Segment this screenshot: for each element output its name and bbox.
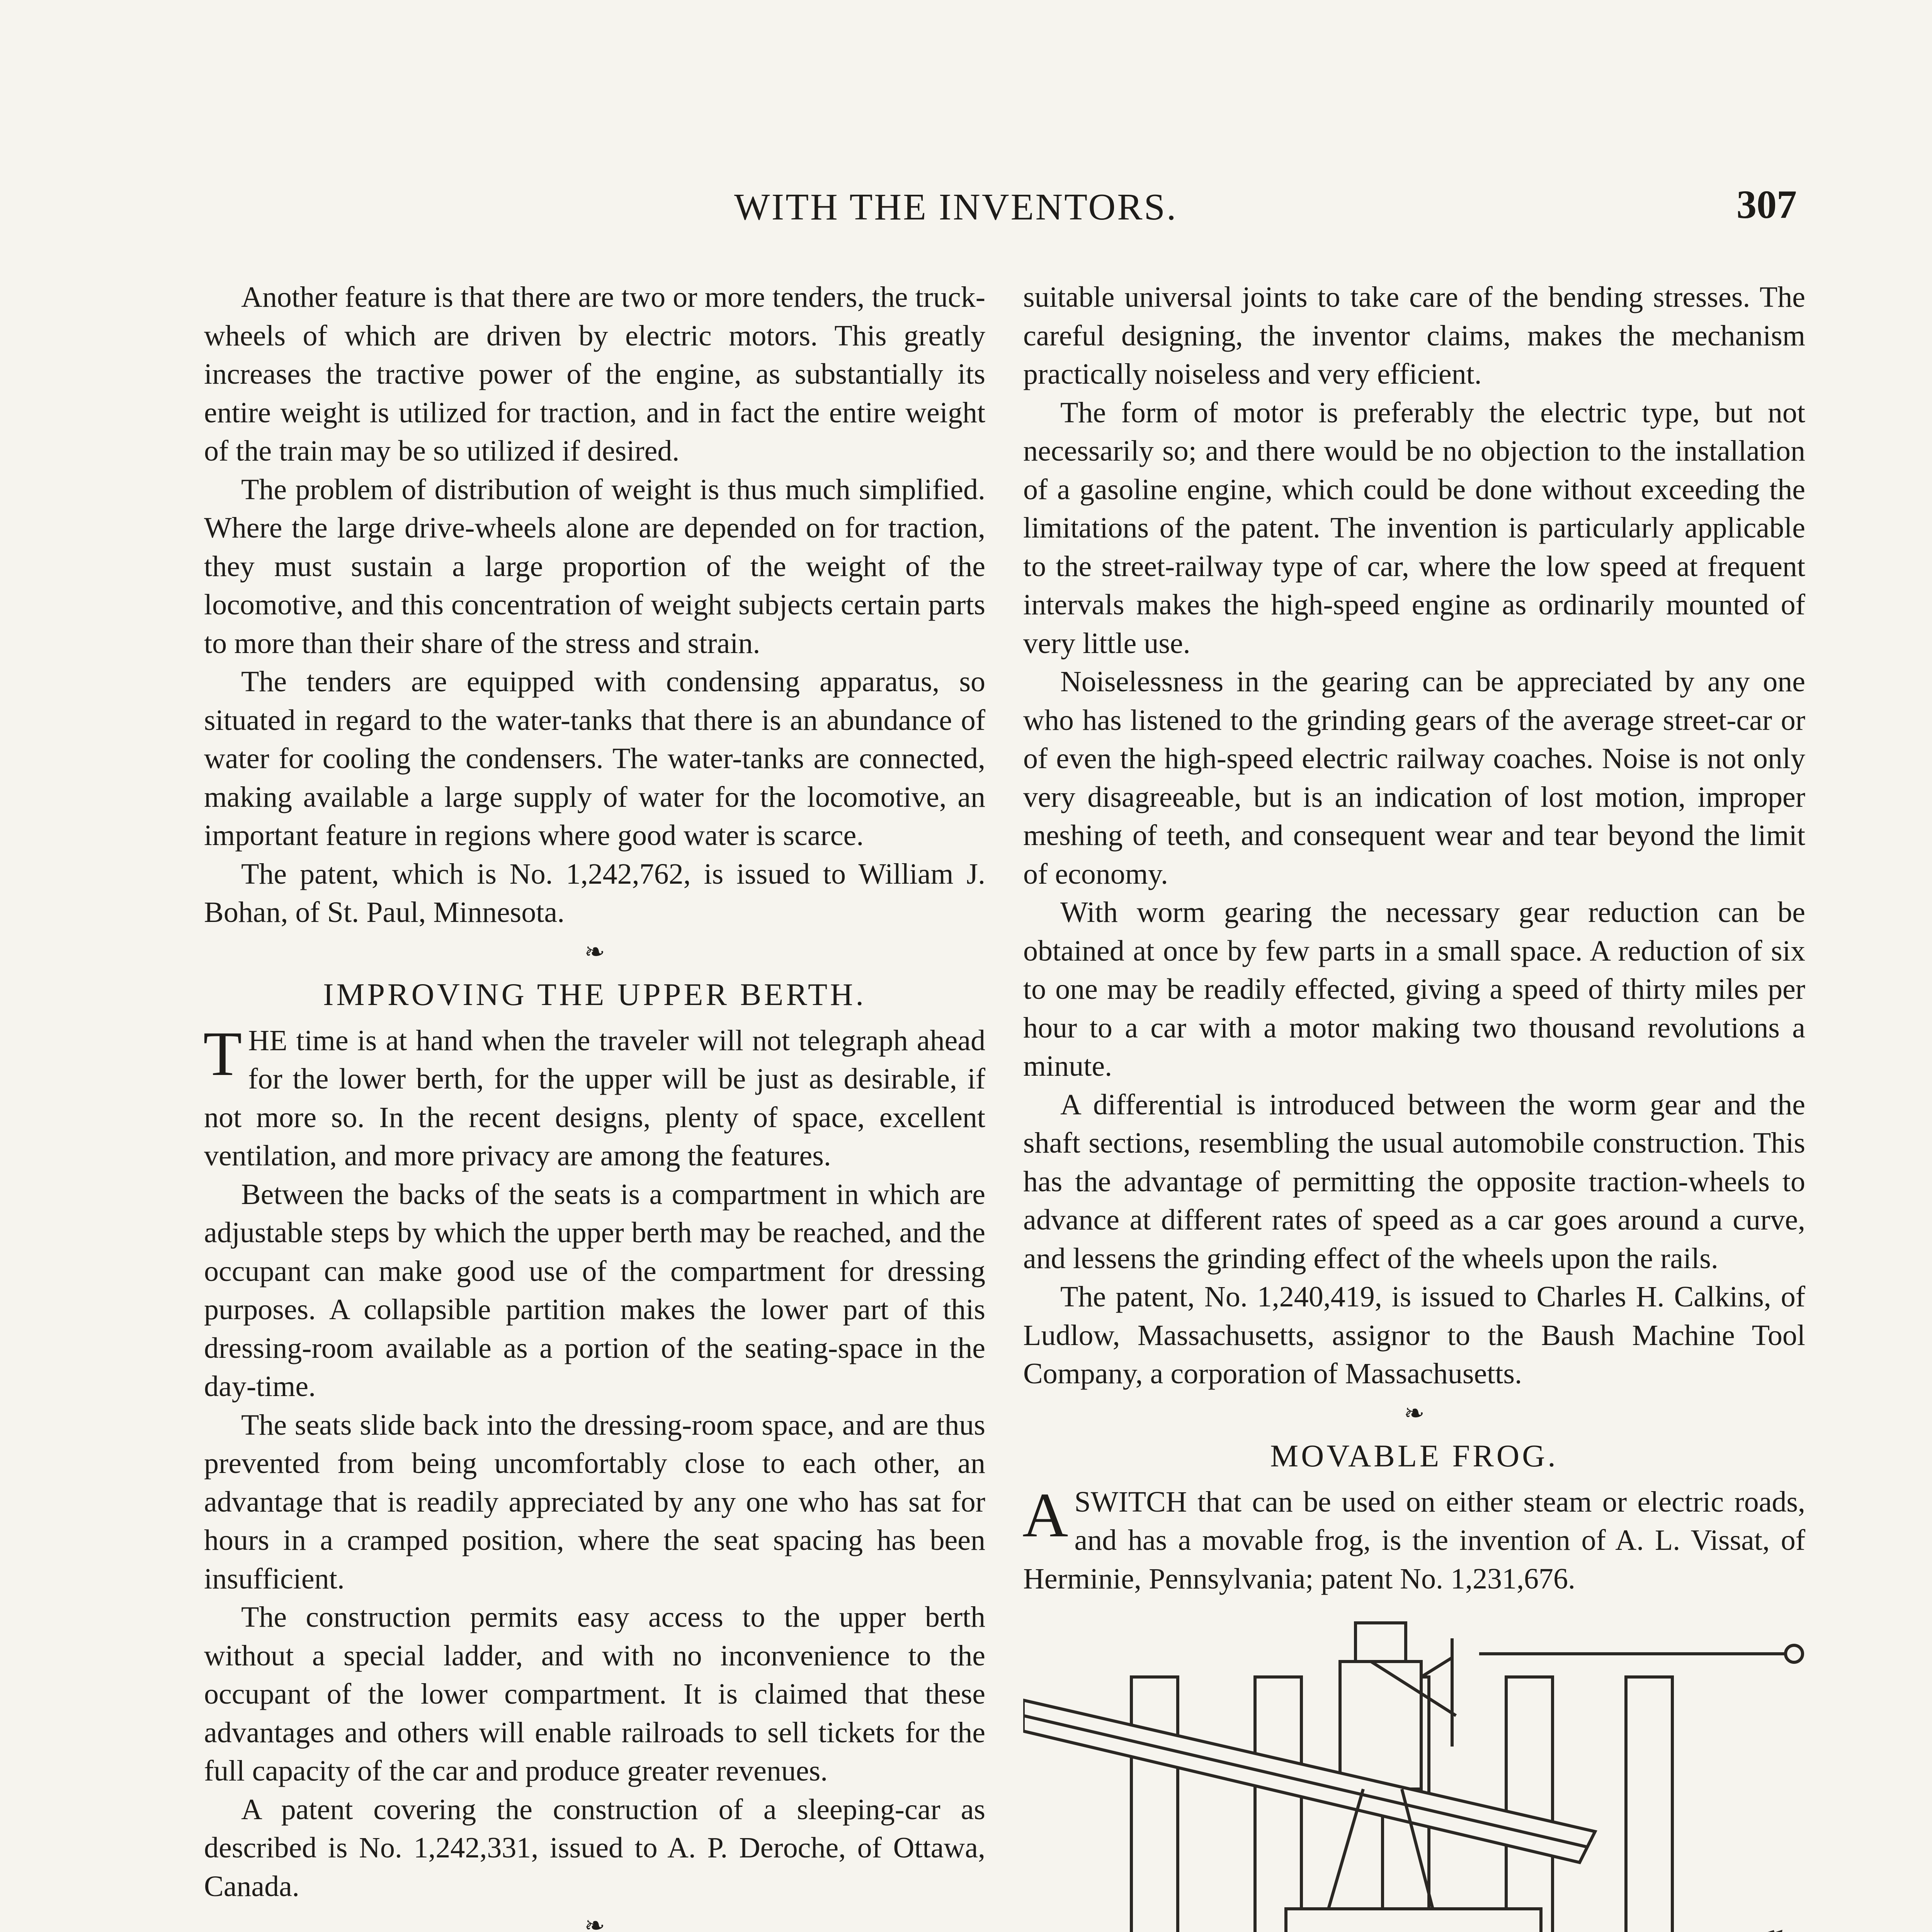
section-ornament: ❧ [584, 938, 605, 966]
paragraph: suitable universal joints to take care of the bending stresses. The careful designing, the inventor claims, makes the mechanism practically noiseless and very efficient. [1023, 281, 1805, 390]
paragraph: With worm gearing the necessary gear reduction can be obtained at once by few parts in a small space. A reduction of six to one may be readily effected, giving a speed of thirty miles per hour to a car with a motor making two thousand revolutions a minute. [1023, 896, 1805, 1082]
drop-cap: T [203, 1019, 242, 1089]
paragraph: The patent, which is No. 1,242,762, is issued to William J. Bohan, of St. Paul, Minnesota. [204, 857, 985, 929]
lead-paragraph [203, 1019, 985, 1175]
paragraph: The patent, No. 1,240,419, is issued to Charles H. Calkins, of Ludlow, Massachusetts, assignor to the Baush Machine Tool Company, a corporation of Massachusetts. [1023, 1281, 1805, 1390]
paragraph: A differential is introduced between the worm gear and the shaft sections, resembling the usual automobile construction. This has the advantage of permitting the opposite traction-wheels to advance at different rates of speed as a car goes around a curve, and lessens the grinding effect of the wheels upon the rails. [1023, 1088, 1805, 1275]
paragraph: The problem of distribution of weight is thus much simplified. Where the large drive-wheels alone are depended on for traction, they must sustain a large proportion of the weight of the locomotive, and this concentration of weight subjects certain parts to more than their share of the stress and strain. [204, 473, 985, 660]
paragraph: Between the backs of the seats is a compartment in which are adjustable steps by which the upper berth may be reached, and the occupant can make good use of the compartment for dressing purposes. A collapsible partition makes the lower part of this dressing-room available as a portion of the seating-space in the day-time. [204, 1178, 985, 1403]
lead-text: SWITCH that can be used on either steam or electric roads, and has a movable frog, is the invention of A. L. Vissat, of Herminie, Pennsylvania; patent No. 1,231,676. [1023, 1485, 1805, 1595]
section-title-upper-berth: IMPROVING THE UPPER BERTH. [323, 976, 866, 1012]
paragraph: The construction permits easy access to the upper berth without a special ladder, and with no inconvenience to the occupant of the lower compartment. It is claimed that these advantages and others will enable railroads to sell tickets for the full capacity of the car and produce greater revenues. [204, 1601, 985, 1787]
frog-figure [1023, 1615, 1805, 1932]
paragraph: Another feature is that there are two or more tenders, the truck-wheels of which are driven by electric motors. This greatly increases the tractive power of the engine, as substantially its entire weight is utilized for traction, and in fact the entire weight of the train may be so utilized if desired. [204, 281, 985, 467]
page-number: 307 [1736, 182, 1797, 227]
paragraph: A patent covering the construction of a sleeping-car as described is No. 1,242,331, issued to A. P. Deroche, of Ottawa, Canada. [204, 1793, 985, 1903]
paragraph: The seats slide back into the dressing-room space, and are thus prevented from being uncomfortably close to each other, an advantage that is readily appreciated by any one who has sat for hours in a cramped position, where the seat spacing has been insufficient. [204, 1408, 985, 1595]
paragraph: The tenders are equipped with condensing apparatus, so situated in regard to the water-tanks that there is an abundance of water for cooling the condensers. The water-tanks are connected, making available a large supply of water for the locomotive, an important feature in regions where good water is scarce. [204, 665, 985, 852]
running-head: WITH THE INVENTORS. [734, 186, 1178, 228]
drop-cap: A [1022, 1480, 1068, 1550]
paragraph: Noiselessness in the gearing can be appreciated by any one who has listened to the grinding gears of the average street-car or of even the high-speed electric railway coaches. Noise is not only very disagreeable, but is an indication of lost motion, improper meshing of teeth, and consequent wear and tear beyond the limit of economy. [1023, 665, 1805, 890]
lead-paragraph [1022, 1480, 1805, 1599]
right-column [1023, 278, 1805, 1932]
section-ornament: ❧ [1404, 1399, 1425, 1427]
paragraph: The form of motor is preferably the electric type, but not necessarily so; and there would be no objection to the installation of a gasoline engine, which could be done without exceeding the limitations of the patent. The invention is particularly applicable to the street-railway type of car, where the low speed at frequent intervals makes the high-speed engine as ordinarily mounted of very little use. [1023, 396, 1805, 660]
left-column [204, 278, 985, 1932]
frog-illustration [1023, 1615, 1805, 1932]
section-ornament: ❧ [584, 1912, 605, 1932]
section-title-movable-frog: MOVABLE FROG. [1270, 1438, 1558, 1473]
lead-text: HE time is at hand when the traveler will not telegraph ahead for the lower berth, for the upper will be just as desirable, if not more so. In the recent designs, plenty of space, excellent ventilation, and more privacy are among the features. [204, 1024, 985, 1172]
